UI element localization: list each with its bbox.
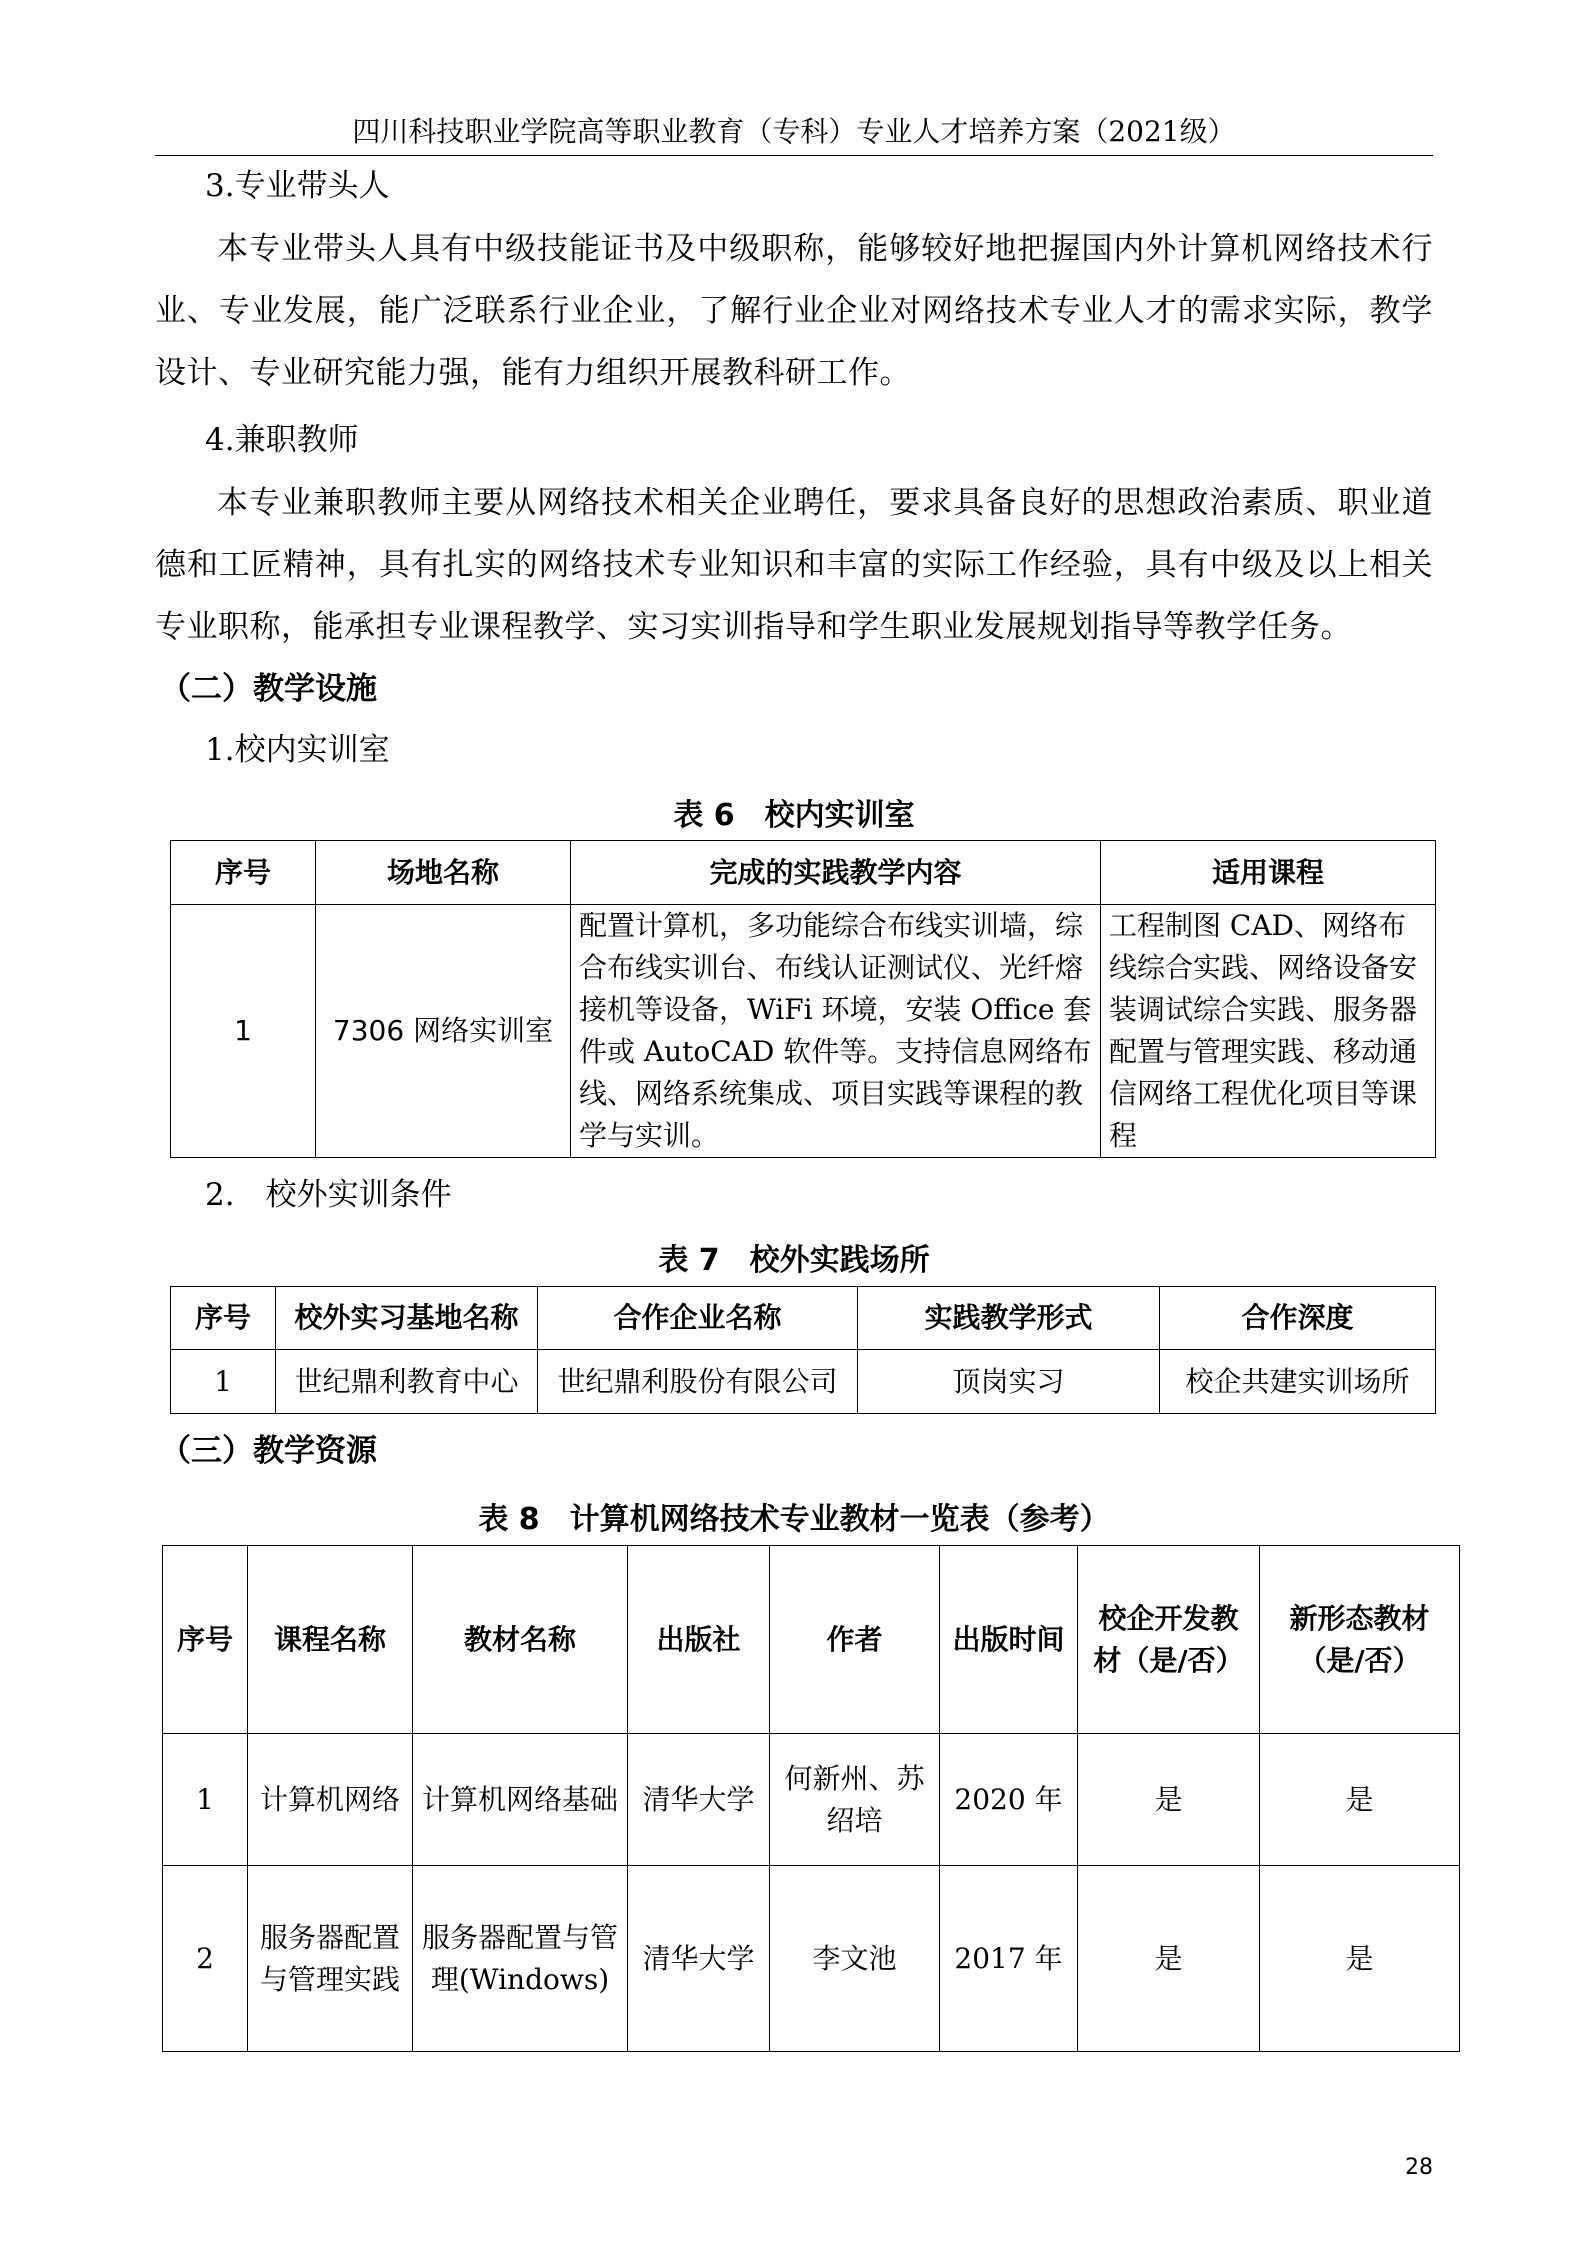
section-heading-lead: 3.专业带头人 xyxy=(205,168,390,204)
section-heading-resources: （三）教学资源 xyxy=(160,1433,377,1469)
cell-form: 顶岗实习 xyxy=(858,1350,1160,1414)
cell-no: 1 xyxy=(171,905,316,1158)
table-header-cell: 新形态教材（是/否） xyxy=(1260,1546,1460,1734)
cell-newform: 是 xyxy=(1260,1734,1460,1866)
cell-base: 世纪鼎利教育中心 xyxy=(276,1350,538,1414)
table-row xyxy=(163,1866,1460,2052)
table-row xyxy=(171,1350,1436,1414)
cell-publisher: 清华大学 xyxy=(628,1866,770,2052)
cell-author: 何新州、苏绍培 xyxy=(770,1734,940,1866)
paragraph-lead: 本专业带头人具有中级技能证书及中级职称，能够较好地把握国内外计算机网络技术行业、专业发展，能广泛联系行业企业，了解行业企业对网络技术专业人才的需求实际，教学设计、专业研究能力强，能有力组织开展教科研工作。 xyxy=(155,231,1433,391)
table-header-row xyxy=(163,1546,1460,1734)
table-header-row xyxy=(171,841,1436,905)
table-header-cell: 合作深度 xyxy=(1160,1287,1436,1350)
subheading-oncampus: 1.校内实训室 xyxy=(205,732,390,768)
table-offcampus-sites xyxy=(170,1286,1436,1414)
table-row xyxy=(171,905,1436,1158)
table-header-cell: 场地名称 xyxy=(316,841,571,905)
cell-depth: 校企共建实训场所 xyxy=(1160,1350,1436,1414)
cell-no: 1 xyxy=(171,1350,276,1414)
paragraph-parttime: 本专业兼职教师主要从网络技术相关企业聘任，要求具备良好的思想政治素质、职业道德和工匠精神，具有扎实的网络技术专业知识和丰富的实际工作经验，具有中级及以上相关专业职称，能承担专业课程教学、实习实训指导和学生职业发展规划指导等教学任务。 xyxy=(155,485,1433,645)
header-rule xyxy=(155,155,1433,156)
table-header-cell: 出版社 xyxy=(628,1546,770,1734)
section-heading-parttime: 4.兼职教师 xyxy=(205,422,359,458)
cell-no: 1 xyxy=(163,1734,248,1866)
table-header-cell: 完成的实践教学内容 xyxy=(571,841,1101,905)
table-header-cell: 校外实习基地名称 xyxy=(276,1287,538,1350)
cell-course: 计算机网络 xyxy=(248,1734,413,1866)
table-oncampus-labs xyxy=(170,840,1436,1158)
section-heading-facilities: （二）教学设施 xyxy=(160,671,377,707)
page-number: 28 xyxy=(1405,2155,1433,2180)
table-textbooks xyxy=(162,1545,1460,2052)
table-header-cell: 实践教学形式 xyxy=(858,1287,1160,1350)
table8-caption: 表 8 计算机网络技术专业教材一览表（参考） xyxy=(478,1502,1110,1537)
table-row xyxy=(163,1734,1460,1866)
table7-caption: 表 7 校外实践场所 xyxy=(658,1243,930,1278)
table-header-cell: 课程名称 xyxy=(248,1546,413,1734)
table-header-cell: 序号 xyxy=(171,841,316,905)
cell-newform: 是 xyxy=(1260,1866,1460,2052)
cell-publisher: 清华大学 xyxy=(628,1734,770,1866)
cell-lab-name: 7306 网络实训室 xyxy=(316,905,571,1158)
table-header-cell: 适用课程 xyxy=(1101,841,1436,905)
cell-book: 服务器配置与管理(Windows) xyxy=(413,1866,628,2052)
cell-company: 世纪鼎利股份有限公司 xyxy=(538,1350,858,1414)
table-header-cell: 出版时间 xyxy=(940,1546,1078,1734)
cell-courses: 工程制图 CAD、网络布线综合实践、网络设备安装调试综合实践、服务器配置与管理实践、移动通信网络工程优化项目等课程 xyxy=(1101,905,1436,1158)
cell-course: 服务器配置与管理实践 xyxy=(248,1866,413,2052)
table-header-row xyxy=(171,1287,1436,1350)
table-header-cell: 教材名称 xyxy=(413,1546,628,1734)
table-header-cell: 序号 xyxy=(163,1546,248,1734)
table6-caption: 表 6 校内实训室 xyxy=(673,798,915,833)
cell-year: 2017 年 xyxy=(940,1866,1078,2052)
cell-dev: 是 xyxy=(1078,1866,1260,2052)
table-header-cell: 序号 xyxy=(171,1287,276,1350)
cell-no: 2 xyxy=(163,1866,248,2052)
cell-year: 2020 年 xyxy=(940,1734,1078,1866)
table-header-cell: 合作企业名称 xyxy=(538,1287,858,1350)
subheading-offcampus: 2. 校外实训条件 xyxy=(205,1177,452,1213)
cell-book: 计算机网络基础 xyxy=(413,1734,628,1866)
cell-content: 配置计算机，多功能综合布线实训墙，综合布线实训台、布线认证测试仪、光纤熔接机等设备，WiFi 环境，安装 Office 套件或 AutoCAD 软件等。支持信息网络布线、网络系统集成、项目实践等课程的教学与实训。 xyxy=(571,905,1101,1158)
page-header: 四川科技职业学院高等职业教育（专科）专业人才培养方案（2021级） xyxy=(352,115,1236,148)
cell-dev: 是 xyxy=(1078,1734,1260,1866)
cell-author: 李文池 xyxy=(770,1866,940,2052)
table-header-cell: 校企开发教材（是/否） xyxy=(1078,1546,1260,1734)
table-header-cell: 作者 xyxy=(770,1546,940,1734)
